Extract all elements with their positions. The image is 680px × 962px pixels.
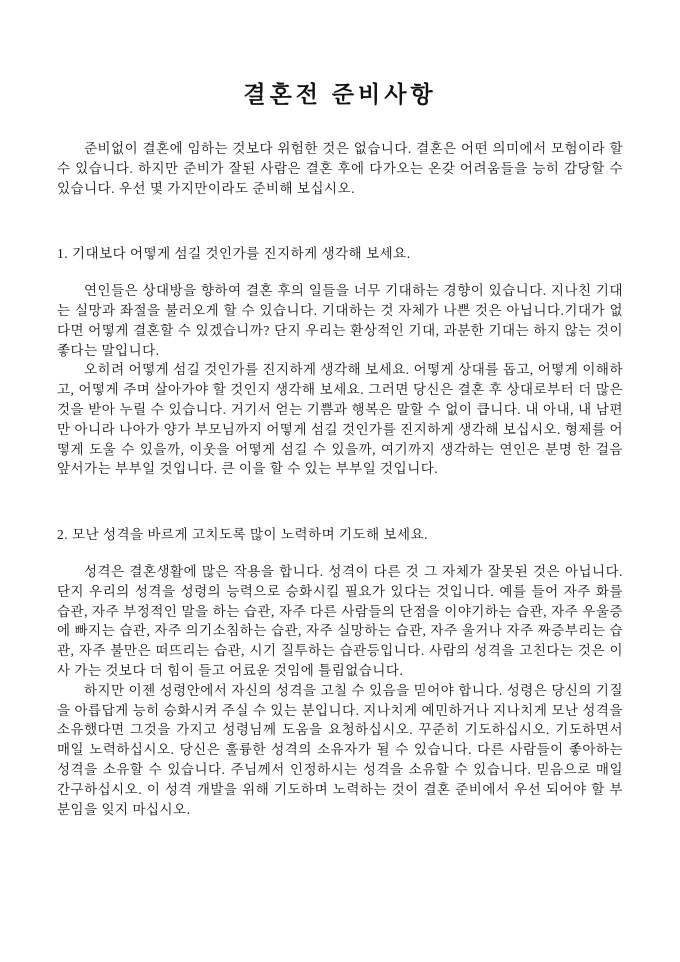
section-1-paragraph-1: 연인들은 상대방을 향하여 결혼 후의 일들을 너무 기대하는 경향이 있습니다. 지나친 기대는 실망과 좌절을 불러오게 할 수 있습니다. 기대하는 것 자체가 나쁜 것은 아닙니다.기대가 없다면 어떻게 결혼할 수 있겠습니까? 단지 우리는 환상적인 기대, 과분한 기대는 하지 않는 것이 좋다는 말입니다. <box>57 283 623 358</box>
section-2-heading: 2. 모난 성격을 바르게 고치도록 많이 노력하며 기도해 보세요. <box>57 527 428 543</box>
section-2-paragraph-2: 하지만 이젠 성령안에서 자신의 성격을 고칠 수 있음을 믿어야 합니다. 성령은 당신의 기질을 아릅답게 능히 승화시켜 주실 수 있는 분입니다. 지나치게 예민하거나 지나치게 모난 성격을 소유했다면 그것을 가지고 성령님께 도움을 요청하십시오. 꾸준히 기도하십시오. 기도하면서 매일 노력하십시오. 당신은 훌륭한 성격의 소유자가 될 수 있습니다. 다른 사람들이 좋아하는 성격을 소유할 수 있습니다. 주님께서 인정하시는 성격을 소유할 수 있습니다. 믿음으로 매일 간구하십시오. 이 성격 개발을 위해 기도하며 노력하는 것이 결혼 준비에서 우선 되어야 할 부분임을 잊지 마십시오. <box>57 682 623 817</box>
section-2-paragraph-1: 성격은 결혼생활에 많은 작용을 합니다. 성격이 다른 것 그 자체가 잘못된 것은 아닙니다. 단지 우리의 성격을 성령의 능력으로 승화시킬 필요가 있다는 것입니다. 예를 들어 자주 화를 습관, 자주 부정적인 말을 하는 습관, 자주 다른 사람들의 단점을 이야기하는 습관, 자주 우울증에 빠지는 습관, 자주 의기소침하는 습관, 자주 실망하는 습관, 자주 울거나 자주 짜증부리는 습관, 자주 불만은 떠뜨리는 습관, 시기 질투하는 습관등입니다. 사람의 성격을 고친다는 것은 이사 가는 것보다 더 힘이 들고 어료운 것임에 틀림없습니다. <box>57 563 623 678</box>
section-1-paragraph-2: 오히려 어떻게 섬길 것인가를 진지하게 생각해 보세요. 어떻게 상대를 돕고, 어떻게 이해하고, 어떻게 주며 살아가야 할 것인지 생각해 보세요. 그러면 당신은 결혼 후 상대로부터 더 많은 것을 받아 누릴 수 있습니다. 거기서 얻는 기쁨과 행복은 말할 수 없이 큽니다. 내 아내, 내 남편만 아니라 나아가 양가 부모님까지 어떻게 섬길 것인가를 진지하게 생각해 보십시오. 형제를 어떻게 도울 수 있을까, 이웃을 어떻게 섬길 수 있을까, 여기까지 생각하는 연인은 분명 한 걸음 앞서가는 부부일 것입니다. 큰 이을 할 수 있는 부부일 것입니다. <box>57 362 623 477</box>
intro-paragraph: 준비없이 결혼에 임하는 것보다 위험한 것은 없습니다. 결혼은 어떤 의미에서 모험이라 할 수 있습니다. 하지만 준비가 잘된 사람은 결혼 후에 다가오는 온갖 어려움들을 능히 감당할 수 있습니다. 우선 몇 가지만이라도 준비해 보십시오. <box>57 141 623 196</box>
document-title: 결혼전 준비사항 <box>243 82 437 107</box>
section-1-heading: 1. 기대보다 어떻게 섬길 것인가를 진지하게 생각해 보세요. <box>57 246 411 262</box>
